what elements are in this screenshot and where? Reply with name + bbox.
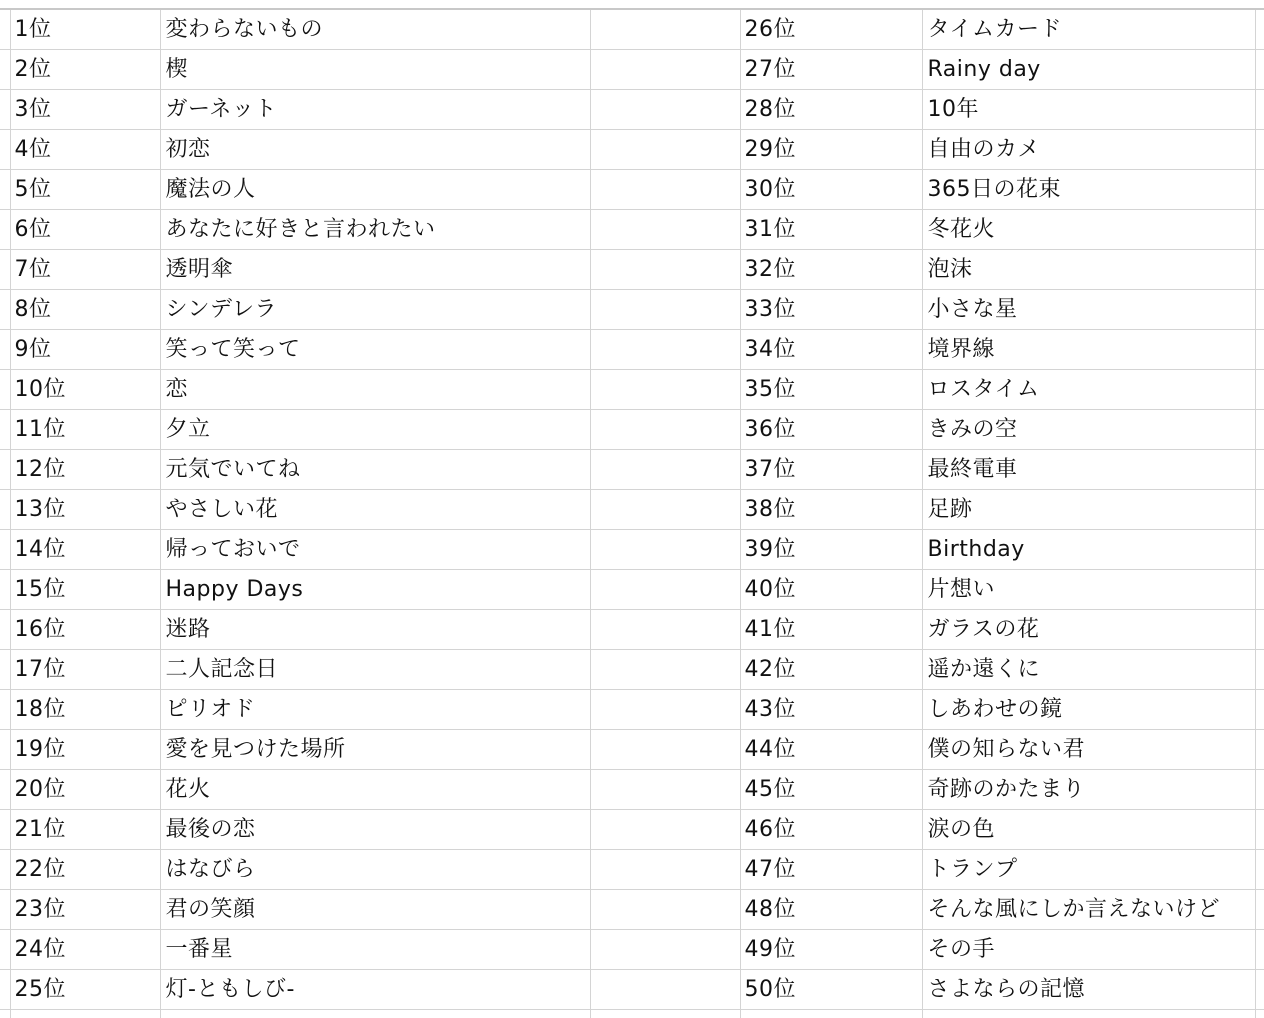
rank-cell[interactable]: 11位 [10, 410, 160, 450]
edge-cell[interactable] [1255, 730, 1264, 770]
edge-cell[interactable] [0, 250, 10, 290]
empty-cell[interactable] [590, 90, 740, 130]
empty-cell[interactable] [590, 730, 740, 770]
edge-cell[interactable] [0, 290, 10, 330]
edge-cell[interactable] [0, 530, 10, 570]
song-title-cell[interactable]: 愛を見つけた場所 [160, 730, 590, 770]
song-title-cell[interactable]: 10年 [922, 90, 1255, 130]
song-title-cell[interactable]: 境界線 [922, 330, 1255, 370]
song-title-cell[interactable]: 笑って笑って [160, 330, 590, 370]
rank-cell[interactable]: 15位 [10, 570, 160, 610]
song-title-cell[interactable]: 魔法の人 [160, 170, 590, 210]
empty-cell[interactable] [590, 650, 740, 690]
table-row [0, 290, 1264, 330]
table-row [0, 50, 1264, 90]
table-row [0, 610, 1264, 650]
song-title-cell[interactable]: 楔 [160, 50, 590, 90]
song-title-cell[interactable]: 元気でいてね [160, 450, 590, 490]
edge-cell[interactable] [1255, 970, 1264, 1010]
empty-cell[interactable] [590, 690, 740, 730]
song-title-cell[interactable]: はなびら [160, 850, 590, 890]
table-row [0, 690, 1264, 730]
edge-cell[interactable] [1255, 890, 1264, 930]
edge-cell[interactable] [0, 210, 10, 250]
edge-cell[interactable] [1255, 650, 1264, 690]
edge-cell[interactable] [1255, 10, 1264, 50]
song-title-cell[interactable]: 冬花火 [922, 210, 1255, 250]
edge-cell[interactable] [0, 610, 10, 650]
empty-cell[interactable] [590, 10, 740, 50]
edge-cell[interactable] [0, 90, 10, 130]
rank-cell[interactable]: 20位 [10, 770, 160, 810]
rank-cell[interactable]: 7位 [10, 250, 160, 290]
rank-cell[interactable]: 42位 [740, 650, 922, 690]
edge-cell[interactable] [0, 330, 10, 370]
rank-cell[interactable]: 29位 [740, 130, 922, 170]
edge-cell[interactable] [1255, 250, 1264, 290]
rank-cell[interactable]: 32位 [740, 250, 922, 290]
rank-cell[interactable]: 44位 [740, 730, 922, 770]
song-title-cell[interactable]: 一番星 [160, 930, 590, 970]
song-title-cell[interactable]: 二人記念日 [160, 650, 590, 690]
table-row [0, 450, 1264, 490]
rank-cell[interactable]: 19位 [10, 730, 160, 770]
edge-cell[interactable] [0, 930, 10, 970]
edge-cell[interactable] [0, 370, 10, 410]
edge-cell[interactable] [1255, 90, 1264, 130]
song-title-cell[interactable]: 自由のカメ [922, 130, 1255, 170]
rank-cell[interactable]: 39位 [740, 530, 922, 570]
edge-cell[interactable] [1255, 930, 1264, 970]
empty-cell[interactable] [590, 210, 740, 250]
song-title-cell[interactable] [160, 1010, 590, 1018]
edge-cell[interactable] [0, 1010, 10, 1018]
table-row [0, 490, 1264, 530]
edge-cell[interactable] [0, 890, 10, 930]
song-title-cell[interactable]: あなたに好きと言われたい [160, 210, 590, 250]
rank-cell[interactable]: 13位 [10, 490, 160, 530]
song-title-cell[interactable]: 足跡 [922, 490, 1255, 530]
rank-cell[interactable]: 21位 [10, 810, 160, 850]
song-title-cell[interactable]: Happy Days [160, 570, 590, 610]
rank-cell[interactable]: 47位 [740, 850, 922, 890]
edge-cell[interactable] [0, 850, 10, 890]
song-title-cell[interactable]: トランプ [922, 850, 1255, 890]
rank-cell[interactable]: 24位 [10, 930, 160, 970]
edge-cell[interactable] [1255, 50, 1264, 90]
rank-cell[interactable]: 4位 [10, 130, 160, 170]
rank-cell[interactable]: 5位 [10, 170, 160, 210]
table-row [0, 530, 1264, 570]
rank-cell[interactable]: 3位 [10, 90, 160, 130]
song-title-cell[interactable]: その手 [922, 930, 1255, 970]
song-title-cell[interactable]: そんな風にしか言えないけど [922, 890, 1255, 930]
edge-cell[interactable] [1255, 770, 1264, 810]
rank-cell[interactable]: 14位 [10, 530, 160, 570]
song-title-cell[interactable]: ロスタイム [922, 370, 1255, 410]
song-title-cell[interactable]: Birthday [922, 530, 1255, 570]
empty-cell[interactable] [590, 810, 740, 850]
empty-cell[interactable] [590, 290, 740, 330]
song-title-cell[interactable]: しあわせの鏡 [922, 690, 1255, 730]
empty-cell[interactable] [590, 370, 740, 410]
rank-cell[interactable]: 18位 [10, 690, 160, 730]
rank-cell[interactable]: 37位 [740, 450, 922, 490]
rank-cell[interactable]: 36位 [740, 410, 922, 450]
edge-cell[interactable] [1255, 850, 1264, 890]
rank-cell[interactable]: 2位 [10, 50, 160, 90]
empty-cell[interactable] [590, 770, 740, 810]
rank-cell[interactable]: 17位 [10, 650, 160, 690]
rank-cell[interactable]: 34位 [740, 330, 922, 370]
song-title-cell[interactable]: 365日の花束 [922, 170, 1255, 210]
edge-cell[interactable] [0, 810, 10, 850]
edge-cell[interactable] [0, 50, 10, 90]
spreadsheet-grid [0, 8, 1264, 1018]
song-title-cell[interactable]: 最後の恋 [160, 810, 590, 850]
song-title-cell[interactable]: 片想い [922, 570, 1255, 610]
song-title-cell[interactable]: 帰っておいで [160, 530, 590, 570]
rank-cell[interactable] [10, 1010, 160, 1018]
rank-cell[interactable]: 45位 [740, 770, 922, 810]
rank-cell[interactable] [740, 1010, 922, 1018]
rank-cell[interactable]: 49位 [740, 930, 922, 970]
song-title-cell[interactable]: シンデレラ [160, 290, 590, 330]
rank-cell[interactable]: 9位 [10, 330, 160, 370]
rank-cell[interactable]: 16位 [10, 610, 160, 650]
rank-cell[interactable]: 40位 [740, 570, 922, 610]
edge-cell[interactable] [0, 10, 10, 50]
edge-cell[interactable] [0, 450, 10, 490]
edge-cell[interactable] [1255, 810, 1264, 850]
empty-cell[interactable] [590, 410, 740, 450]
edge-cell[interactable] [0, 690, 10, 730]
rank-cell[interactable]: 46位 [740, 810, 922, 850]
song-title-cell[interactable]: さよならの記憶 [922, 970, 1255, 1010]
song-title-cell[interactable]: 初恋 [160, 130, 590, 170]
table-row [0, 770, 1264, 810]
empty-cell[interactable] [590, 610, 740, 650]
song-title-cell[interactable]: 君の笑顔 [160, 890, 590, 930]
rank-cell[interactable]: 22位 [10, 850, 160, 890]
song-title-cell[interactable]: きみの空 [922, 410, 1255, 450]
table-row [0, 970, 1264, 1010]
edge-cell[interactable] [0, 170, 10, 210]
edge-cell[interactable] [1255, 130, 1264, 170]
empty-cell[interactable] [590, 930, 740, 970]
table-row [0, 1010, 1264, 1018]
table-row [0, 570, 1264, 610]
rank-cell[interactable]: 1位 [10, 10, 160, 50]
song-title-cell[interactable]: 迷路 [160, 610, 590, 650]
edge-cell[interactable] [0, 130, 10, 170]
song-title-cell[interactable]: ピリオド [160, 690, 590, 730]
edge-cell[interactable] [0, 650, 10, 690]
table-row [0, 730, 1264, 770]
empty-cell[interactable] [590, 250, 740, 290]
rank-cell[interactable]: 41位 [740, 610, 922, 650]
rank-cell[interactable]: 27位 [740, 50, 922, 90]
edge-cell[interactable] [1255, 290, 1264, 330]
empty-cell[interactable] [590, 450, 740, 490]
rank-cell[interactable]: 43位 [740, 690, 922, 730]
edge-cell[interactable] [0, 490, 10, 530]
song-title-cell[interactable]: 夕立 [160, 410, 590, 450]
empty-cell[interactable] [590, 130, 740, 170]
edge-cell[interactable] [1255, 610, 1264, 650]
song-title-cell[interactable]: タイムカード [922, 10, 1255, 50]
empty-cell[interactable] [590, 330, 740, 370]
song-title-cell[interactable]: 透明傘 [160, 250, 590, 290]
song-title-cell[interactable]: 遥か遠くに [922, 650, 1255, 690]
rank-cell[interactable]: 48位 [740, 890, 922, 930]
edge-cell[interactable] [1255, 1010, 1264, 1018]
edge-cell[interactable] [0, 730, 10, 770]
song-title-cell[interactable]: ガラスの花 [922, 610, 1255, 650]
table-row [0, 330, 1264, 370]
song-title-cell[interactable]: やさしい花 [160, 490, 590, 530]
rank-cell[interactable]: 38位 [740, 490, 922, 530]
table-row [0, 130, 1264, 170]
table-row [0, 650, 1264, 690]
song-title-cell[interactable]: 花火 [160, 770, 590, 810]
table-row [0, 170, 1264, 210]
rank-cell[interactable]: 23位 [10, 890, 160, 930]
empty-cell[interactable] [590, 970, 740, 1010]
table-row [0, 890, 1264, 930]
song-title-cell[interactable] [922, 1010, 1255, 1018]
edge-cell[interactable] [1255, 210, 1264, 250]
rank-cell[interactable]: 26位 [740, 10, 922, 50]
empty-cell[interactable] [590, 170, 740, 210]
edge-cell[interactable] [0, 410, 10, 450]
rank-cell[interactable]: 35位 [740, 370, 922, 410]
song-title-cell[interactable]: Rainy day [922, 50, 1255, 90]
edge-cell[interactable] [0, 770, 10, 810]
rank-cell[interactable]: 50位 [740, 970, 922, 1010]
edge-cell[interactable] [0, 570, 10, 610]
edge-cell[interactable] [1255, 450, 1264, 490]
edge-cell[interactable] [1255, 690, 1264, 730]
table-row [0, 850, 1264, 890]
edge-cell[interactable] [1255, 170, 1264, 210]
edge-cell[interactable] [1255, 370, 1264, 410]
empty-cell[interactable] [590, 50, 740, 90]
edge-cell[interactable] [0, 970, 10, 1010]
rank-cell[interactable]: 31位 [740, 210, 922, 250]
table-row [0, 930, 1264, 970]
empty-cell[interactable] [590, 570, 740, 610]
ranking-table [0, 10, 1264, 1018]
rank-cell[interactable]: 12位 [10, 450, 160, 490]
rank-cell[interactable]: 30位 [740, 170, 922, 210]
song-title-cell[interactable]: 涙の色 [922, 810, 1255, 850]
table-row [0, 210, 1264, 250]
song-title-cell[interactable]: 最終電車 [922, 450, 1255, 490]
table-row [0, 370, 1264, 410]
rank-cell[interactable]: 33位 [740, 290, 922, 330]
table-row [0, 90, 1264, 130]
song-title-cell[interactable]: 変わらないもの [160, 10, 590, 50]
rank-cell[interactable]: 6位 [10, 210, 160, 250]
song-title-cell[interactable]: 泡沫 [922, 250, 1255, 290]
edge-cell[interactable] [1255, 330, 1264, 370]
empty-cell[interactable] [590, 1010, 740, 1018]
song-title-cell[interactable]: 恋 [160, 370, 590, 410]
rank-cell[interactable]: 25位 [10, 970, 160, 1010]
table-row [0, 250, 1264, 290]
edge-cell[interactable] [1255, 570, 1264, 610]
song-title-cell[interactable]: 小さな星 [922, 290, 1255, 330]
empty-cell[interactable] [590, 530, 740, 570]
rank-cell[interactable]: 10位 [10, 370, 160, 410]
song-title-cell[interactable]: 灯-ともしび- [160, 970, 590, 1010]
empty-cell[interactable] [590, 850, 740, 890]
song-title-cell[interactable]: 奇跡のかたまり [922, 770, 1255, 810]
table-row [0, 410, 1264, 450]
table-row [0, 10, 1264, 50]
rank-cell[interactable]: 8位 [10, 290, 160, 330]
table-row [0, 810, 1264, 850]
ranking-table-body [0, 10, 1264, 1018]
edge-cell[interactable] [1255, 410, 1264, 450]
empty-cell[interactable] [590, 490, 740, 530]
empty-cell[interactable] [590, 890, 740, 930]
song-title-cell[interactable]: ガーネット [160, 90, 590, 130]
rank-cell[interactable]: 28位 [740, 90, 922, 130]
song-title-cell[interactable]: 僕の知らない君 [922, 730, 1255, 770]
edge-cell[interactable] [1255, 530, 1264, 570]
edge-cell[interactable] [1255, 490, 1264, 530]
